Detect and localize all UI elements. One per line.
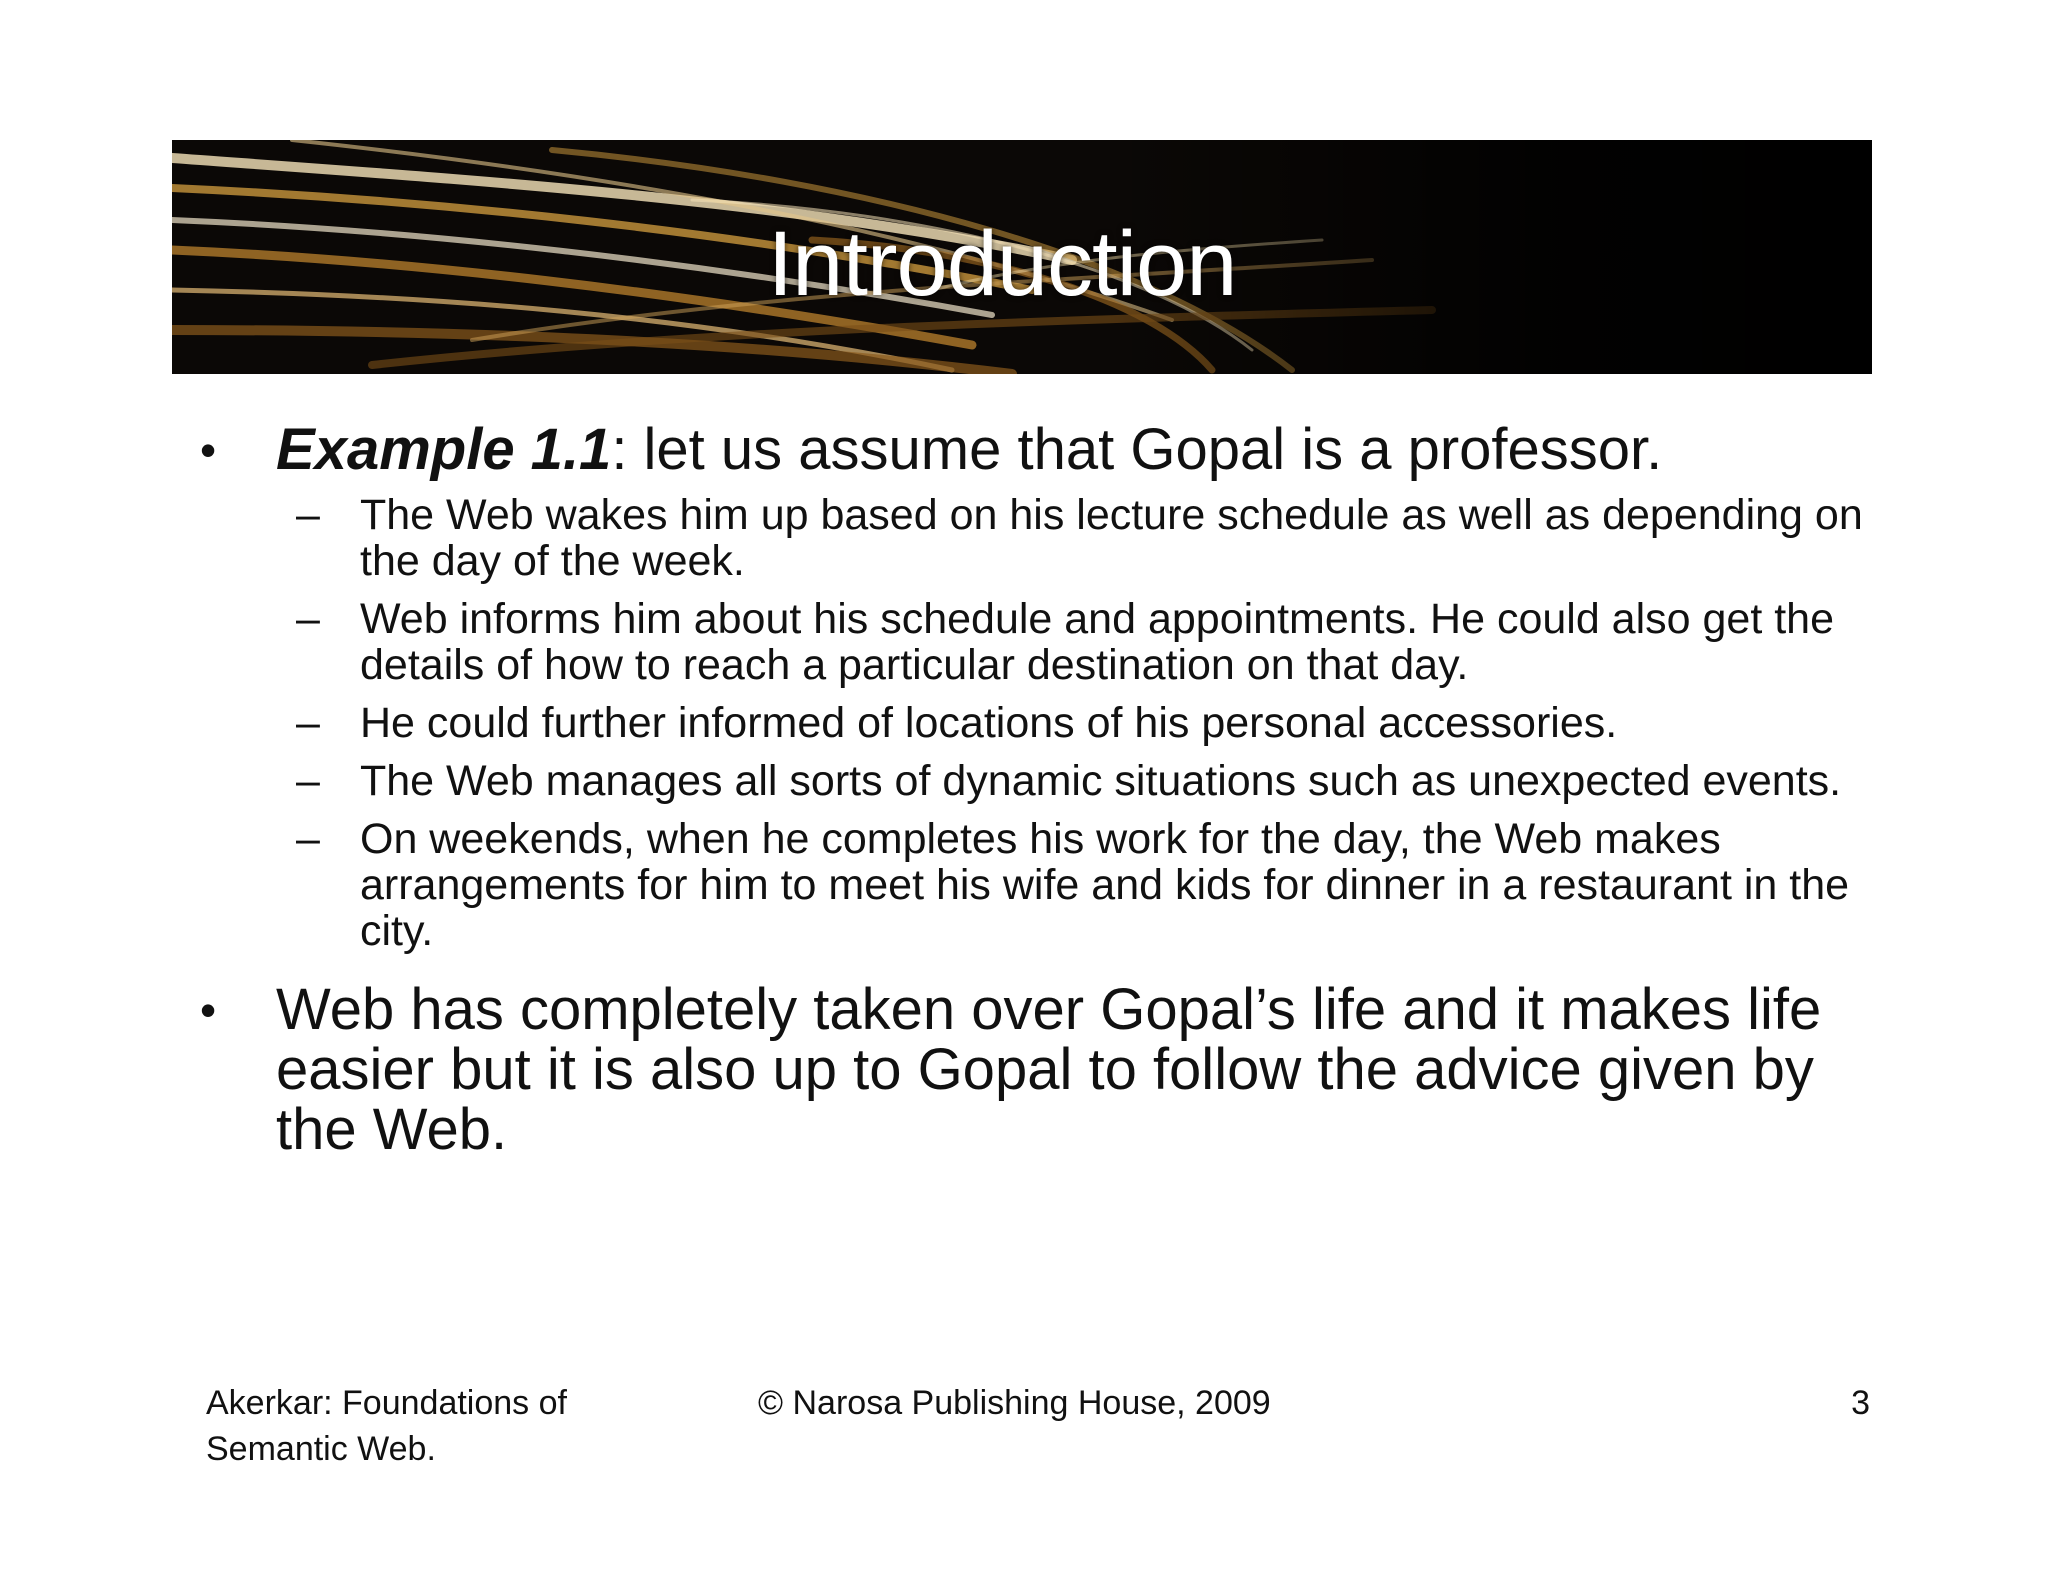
footer-copyright: © Narosa Publishing House, 2009 xyxy=(758,1384,1271,1422)
sub-bullet-list xyxy=(200,492,1880,954)
sub-bullet-text: Web informs him about his schedule and appointments. He could also get the details of how to reach a particular destination on that day. xyxy=(360,595,1835,689)
slide-title: Introduction xyxy=(767,212,1237,315)
bullet-item xyxy=(200,977,1880,1162)
sub-bullet-item xyxy=(200,596,1880,688)
sub-bullet-item xyxy=(200,758,1880,804)
sub-bullet-marker: – xyxy=(296,815,320,863)
bullet-marker: • xyxy=(200,424,217,476)
example-label: Example 1.1 xyxy=(276,417,612,482)
sub-bullet-text: The Web manages all sorts of dynamic situations such as unexpected events. xyxy=(360,757,1842,805)
bullet-item xyxy=(200,417,1880,482)
sub-bullet-text: The Web wakes him up based on his lecture schedule as well as depending on the day of the week. xyxy=(360,491,1863,585)
bullet-text: : let us assume that Gopal is a professor. xyxy=(611,417,1663,482)
bullet-marker: • xyxy=(200,984,217,1036)
footer-source-line: Semantic Web. xyxy=(206,1430,436,1468)
sub-bullet-item xyxy=(200,700,1880,746)
slide-body xyxy=(200,417,1880,1162)
sub-bullet-marker: – xyxy=(296,699,320,747)
sub-bullet-item xyxy=(200,816,1880,954)
footer-source-line: Akerkar: Foundations of xyxy=(206,1384,567,1422)
sub-bullet-text: On weekends, when he completes his work for the day, the Web makes arrangements for him to meet his wife and kids for dinner in a restaurant in the city. xyxy=(360,815,1850,955)
sub-bullet-marker: – xyxy=(296,491,320,539)
sub-bullet-item xyxy=(200,492,1880,584)
bullet-text: Web has completely taken over Gopal’s life and it makes life easier but it is also up to Gopal to follow the advice given by the Web. xyxy=(276,977,1822,1162)
sub-bullet-marker: – xyxy=(296,595,320,643)
sub-bullet-marker: – xyxy=(296,757,320,805)
title-banner xyxy=(172,140,1872,374)
footer-source xyxy=(206,1380,646,1472)
page-number: 3 xyxy=(1851,1384,1870,1422)
sub-bullet-text: He could further informed of locations of his personal accessories. xyxy=(360,699,1618,747)
